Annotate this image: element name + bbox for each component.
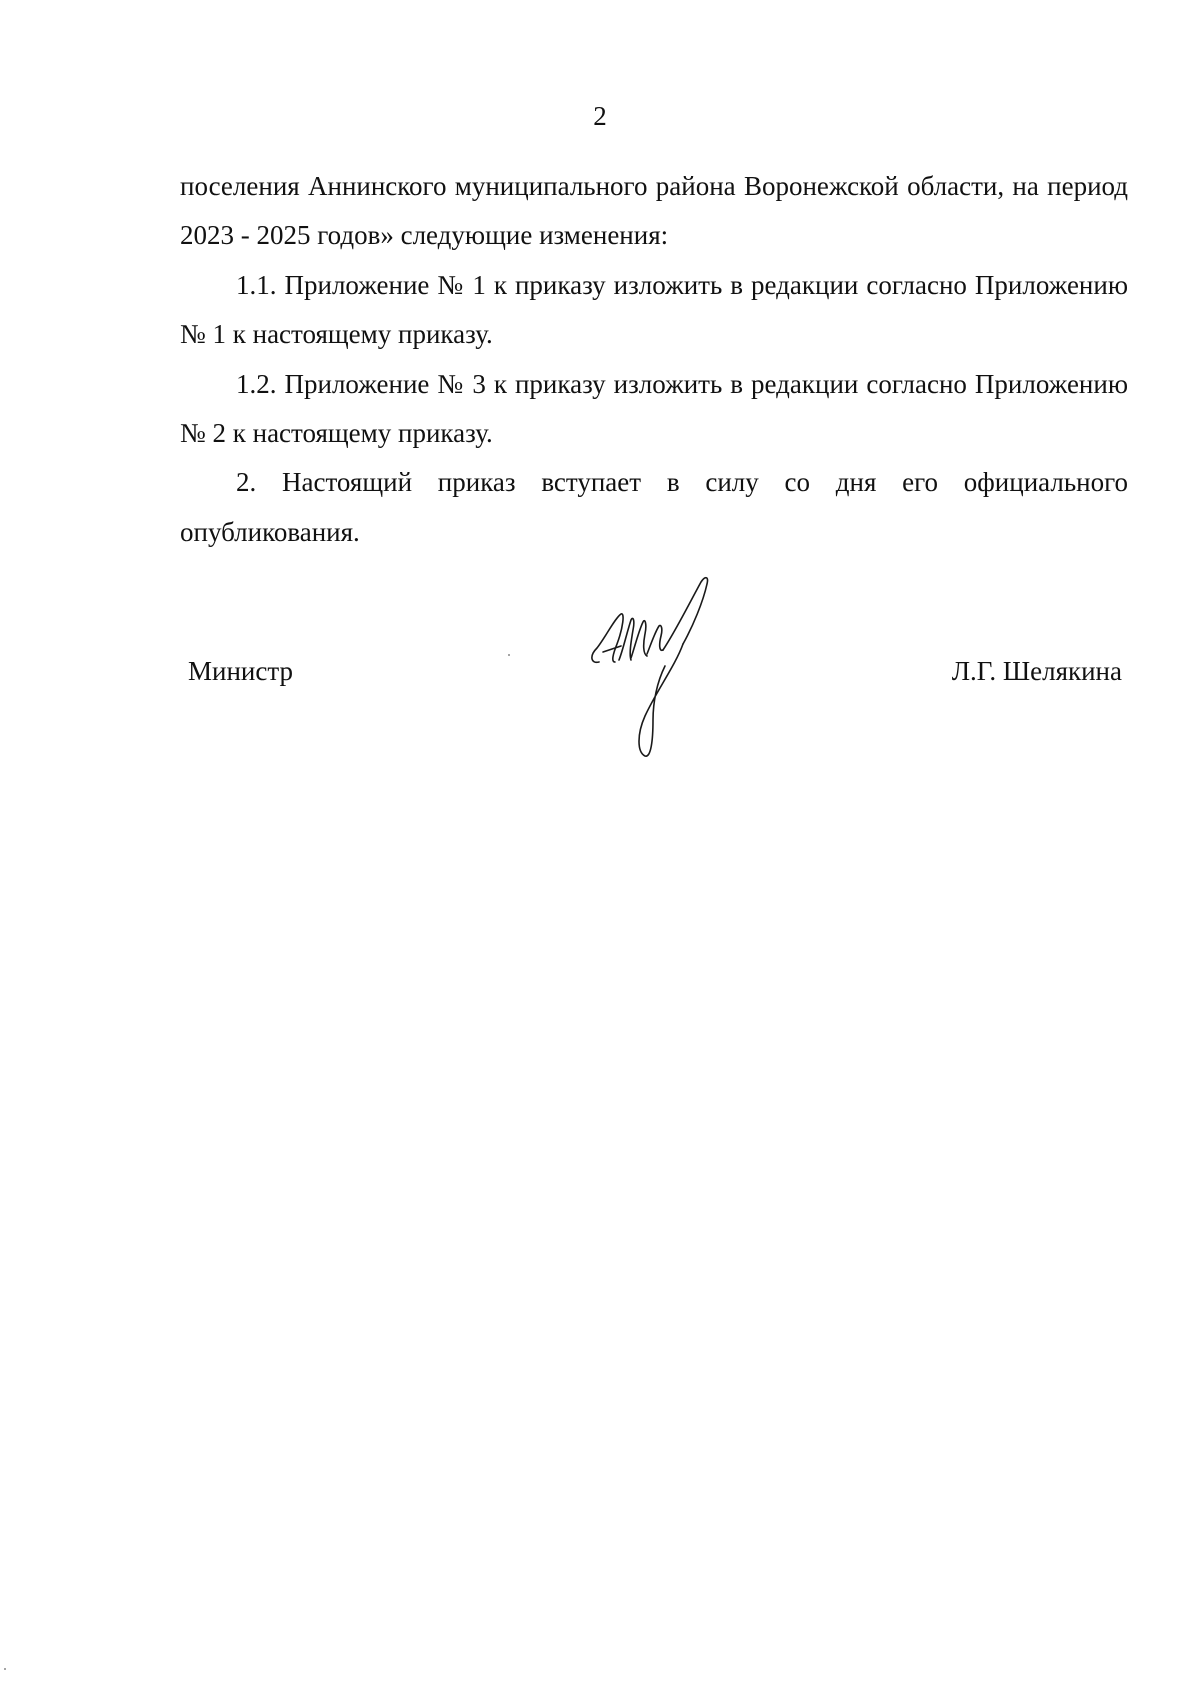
signer-position: Министр: [188, 656, 293, 686]
page-number: 2: [593, 101, 607, 131]
paragraph-item-2: 2. Настоящий приказ вступает в силу со дня его официального опубликования.: [180, 467, 1128, 547]
paragraph-continuation: поселения Аннинского муниципального района Воронежской области, на период 2023 - 2025 годов» следующие изменения:: [180, 171, 1128, 251]
scan-artifact-dot: [4, 1668, 6, 1670]
scan-artifact-dot: [508, 654, 510, 656]
paragraph-item-1-2: 1.2. Приложение № 3 к приказу изложить в редакции согласно Приложению № 2 к настоящему приказу.: [180, 368, 1128, 449]
document-body: [180, 162, 1128, 557]
signature-block: [0, 560, 1200, 780]
signer-name: Л.Г. Шелякина: [951, 656, 1122, 686]
handwritten-signature: [585, 570, 725, 770]
paragraph-item-1-1: 1.1. Приложение № 1 к приказу изложить в редакции согласно Приложению № 1 к настоящему приказу.: [180, 269, 1128, 350]
